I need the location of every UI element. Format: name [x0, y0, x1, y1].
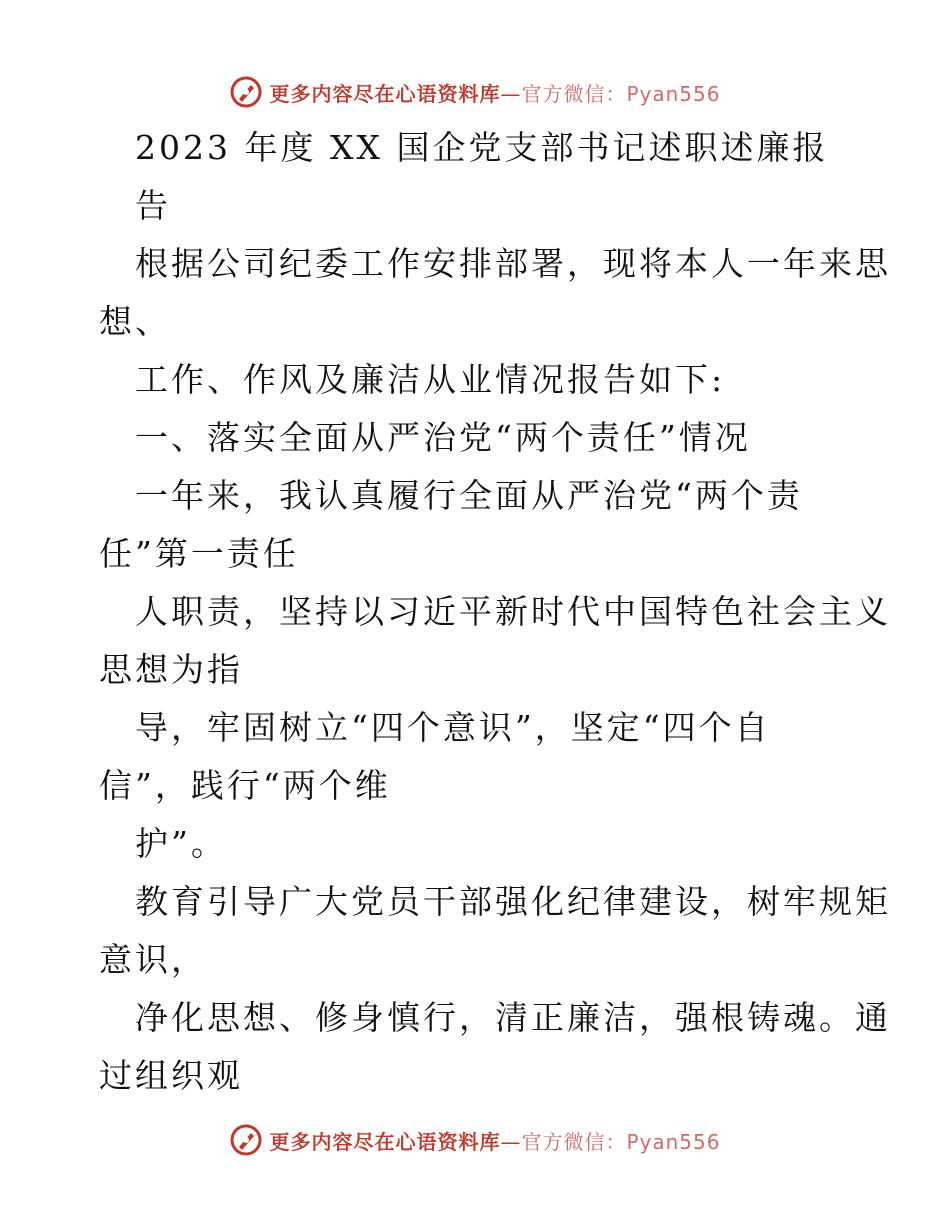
paragraph-line: 一年来，我认真履行全面从严治党“两个责 — [135, 476, 803, 515]
paragraph-line: 导，牢固树立“四个意识”，坚定“四个自 — [135, 708, 771, 747]
paragraph-line: 思想为指 — [99, 650, 243, 689]
paragraph-line: 根据公司纪委工作安排部署，现将本人一年来思 — [135, 244, 891, 283]
paragraph-line: 净化思想、修身慎行，清正廉洁，强根铸魂。通 — [135, 998, 891, 1037]
document-title-line-1: 2023 年度 XX 国企党支部书记述职述廉报 — [135, 128, 829, 167]
paragraph-line: 工作、作风及廉洁从业情况报告如下: — [135, 360, 726, 399]
pen-nib-logo-icon — [229, 75, 263, 109]
paragraph-line: 任”第一责任 — [99, 534, 299, 573]
paragraph-line: 过组织观 — [99, 1056, 243, 1095]
section-heading: 一、落实全面从严治党“两个责任”情况 — [135, 418, 751, 457]
paragraph-line: 想、 — [99, 302, 171, 341]
paragraph-line: 信”，践行“两个维 — [99, 766, 391, 805]
watermark-text: 更多内容尽在心语资料库—官方微信：Pyan556 — [269, 81, 721, 106]
paragraph-line: 护”。 — [135, 824, 227, 863]
paragraph-line: 意识， — [99, 940, 207, 979]
paragraph-line: 教育引导广大党员干部强化纪律建设，树牢规矩 — [135, 882, 891, 921]
pen-nib-logo-icon — [229, 1123, 263, 1157]
watermark-text: 更多内容尽在心语资料库—官方微信：Pyan556 — [269, 1129, 721, 1154]
footer-watermark — [0, 1120, 950, 1160]
document-title-line-2: 告 — [135, 186, 171, 225]
paragraph-line: 人职责，坚持以习近平新时代中国特色社会主义 — [135, 592, 891, 631]
header-watermark — [0, 72, 950, 112]
